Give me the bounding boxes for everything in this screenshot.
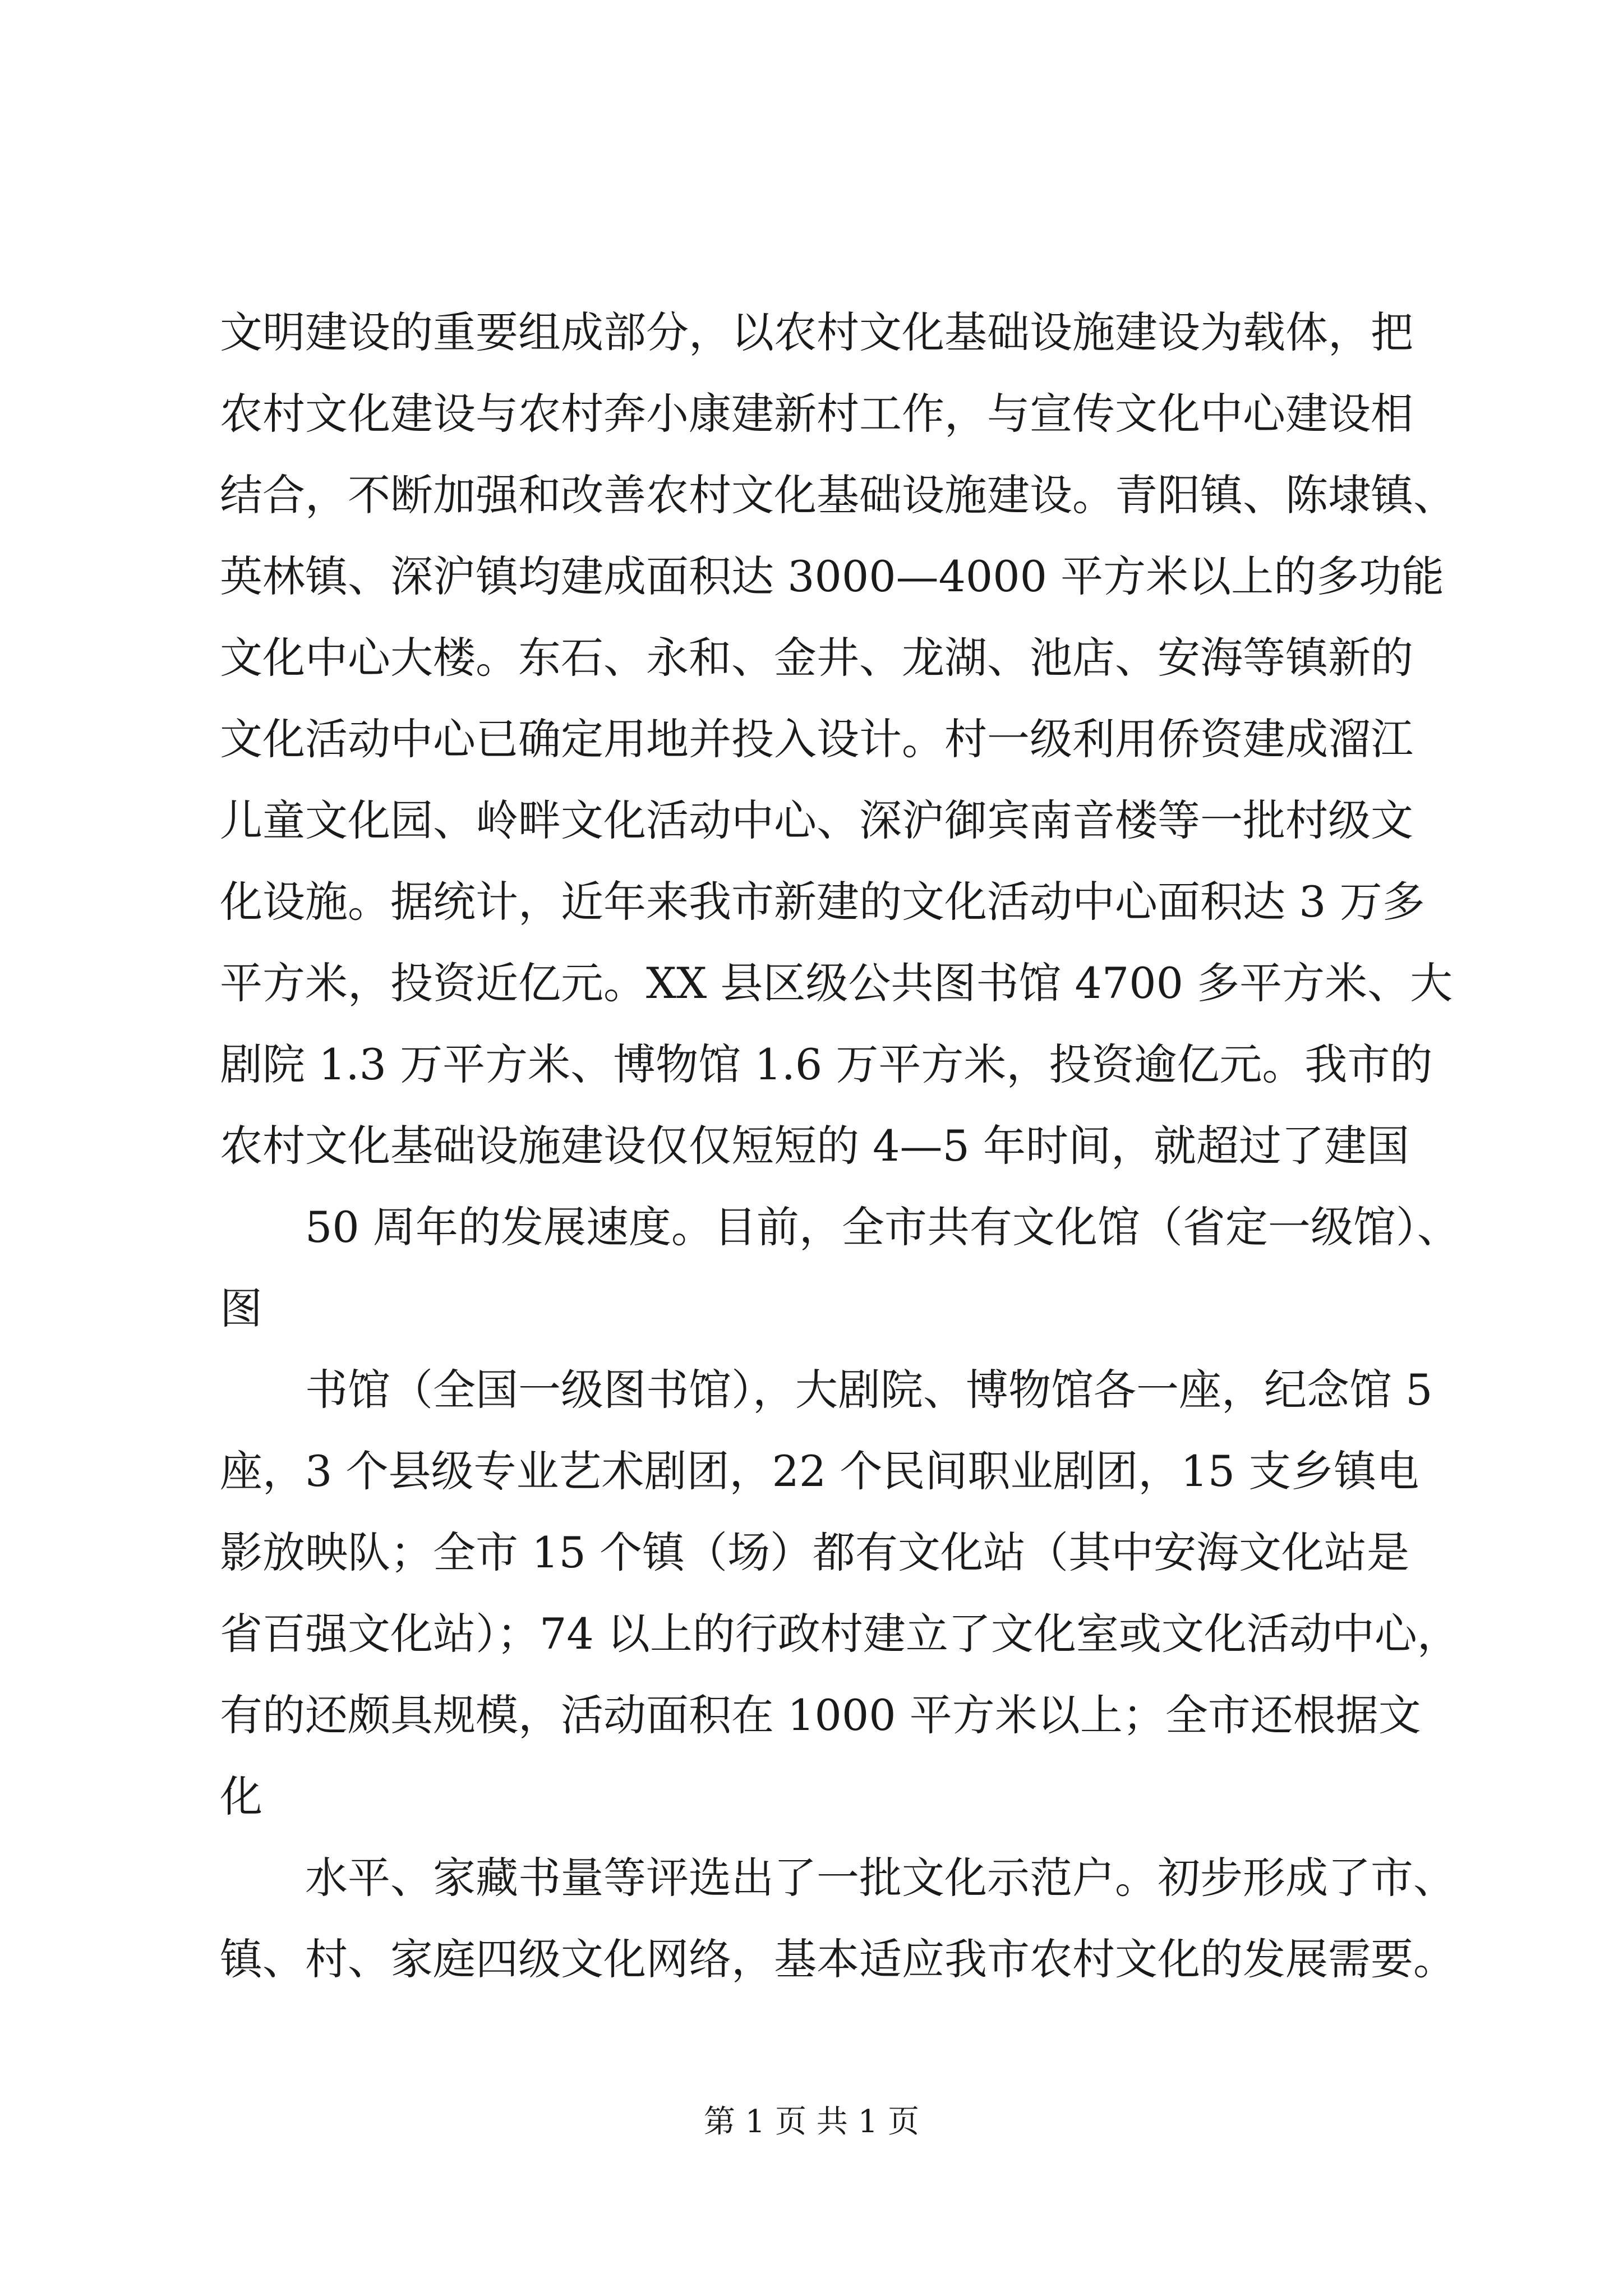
text-line: 平方米，投资近亿元。XX 县区级公共图书馆 4700 多平方米、大 (220, 958, 1453, 1008)
text-line: 化 (220, 1772, 262, 1821)
page-footer: 第 1 页 共 1 页 (703, 2104, 920, 2140)
text-line: 镇、村、家庭四级文化网络，基本适应我市农村文化的发展需要。 (220, 1934, 1456, 1984)
text-line: 剧院 1.3 万平方米、博物馆 1.6 万平方米，投资逾亿元。我市的 (220, 1039, 1433, 1089)
text-line: 英林镇、深沪镇均建成面积达 3000—4000 平方米以上的多功能 (220, 551, 1445, 601)
text-line: 水平、家藏书量等评选出了一批文化示范户。初步形成了市、 (305, 1853, 1456, 1903)
text-line: 书馆（全国一级图书馆），大剧院、博物馆各一座，纪念馆 5 (305, 1365, 1433, 1415)
text-line: 农村文化建设与农村奔小康建新村工作，与宣传文化中心建设相 (220, 389, 1413, 439)
text-line: 化设施。据统计，近年来我市新建的文化活动中心面积达 3 万多 (220, 877, 1425, 927)
body-text (220, 292, 1460, 2000)
text-line: 图 (220, 1283, 262, 1333)
text-line: 座，3 个县级专业艺术剧团，22 个民间职业剧团，15 支乡镇电 (220, 1446, 1419, 1496)
text-line: 农村文化基础设施建设仅仅短短的 4—5 年时间，就超过了建国 (220, 1121, 1410, 1171)
text-line: 文化活动中心已确定用地并投入设计。村一级利用侨资建成溜江 (220, 714, 1413, 764)
text-line: 50 周年的发展速度。目前，全市共有文化馆（省定一级馆）、 (305, 1202, 1460, 1252)
text-line: 省百强文化站）；74 以上的行政村建立了文化室或文化活动中心， (220, 1609, 1460, 1659)
text-line: 文明建设的重要组成部分，以农村文化基础设施建设为载体，把 (220, 307, 1413, 357)
text-line: 有的还颇具规模，活动面积在 1000 平方米以上；全市还根据文 (220, 1690, 1421, 1740)
text-line: 影放映队；全市 15 个镇（场）都有文化站（其中安海文化站是 (220, 1527, 1410, 1577)
text-line: 文化中心大楼。东石、永和、金井、龙湖、池店、安海等镇新的 (220, 633, 1413, 683)
text-line: 结合，不断加强和改善农村文化基础设施建设。青阳镇、陈埭镇、 (220, 470, 1456, 520)
text-line: 儿童文化园、岭畔文化活动中心、深沪御宾南音楼等一批村级文 (220, 795, 1413, 845)
